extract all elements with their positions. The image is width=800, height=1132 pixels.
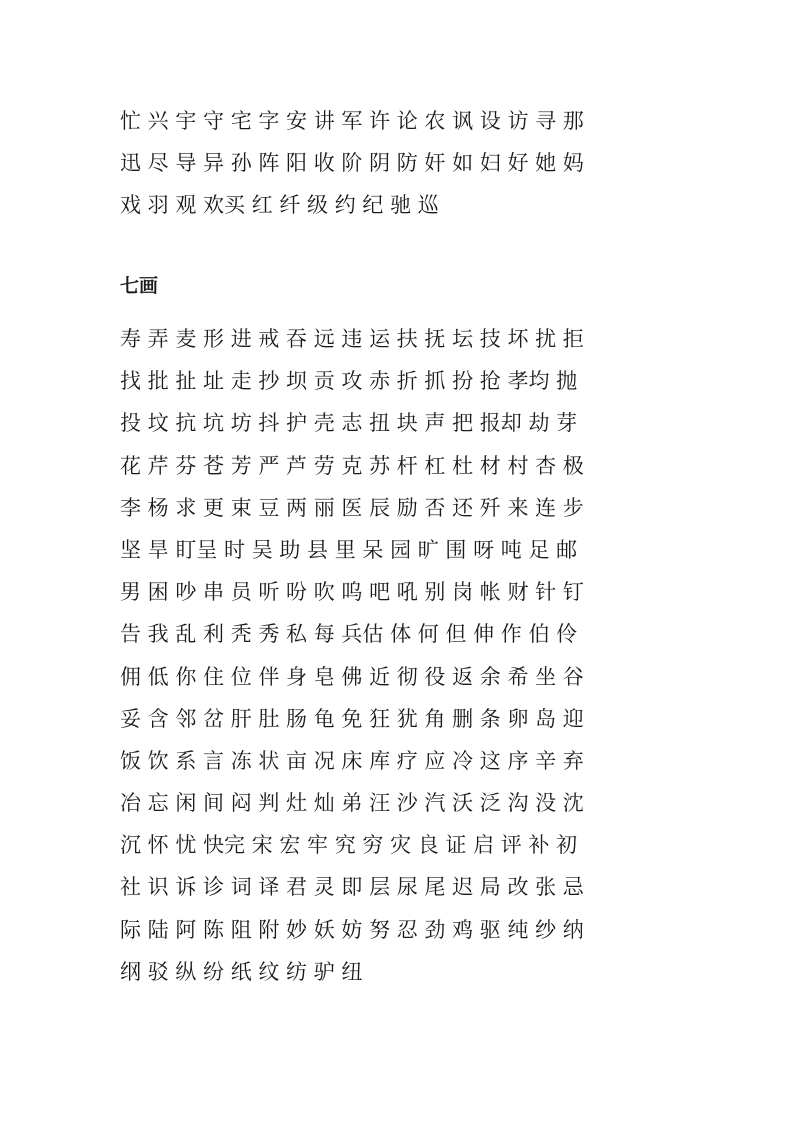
character-line: 社 识 诉 诊 词 译 君 灵 即 层 尿 尾 迟 局 改 张 忌 — [120, 875, 584, 900]
character-line: 戏 羽 观 欢买 红 纤 级 约 纪 驰 巡 — [120, 193, 439, 218]
character-line: 投 坟 抗 坑 坊 抖 护 壳 志 扭 块 声 把 报却 劫 芽 — [120, 411, 578, 436]
character-line: 找 批 扯 址 走 抄 坝 贡 攻 赤 折 抓 扮 抢 孝均 抛 — [120, 369, 578, 394]
character-line: 佣 低 你 住 位 伴 身 皂 佛 近 彻 役 返 余 希 坐 谷 — [120, 664, 584, 689]
character-line: 花 芹 芬 苍 芳 严 芦 劳 克 苏 杆 杠 杜 材 村 杏 极 — [120, 453, 584, 478]
character-line: 沉 怀 忧 快完 宋 宏 牢 究 穷 灾 良 证 启 评 补 初 — [120, 833, 578, 858]
character-line: 男 困 吵 串 员 听 吩 吹 呜 吧 吼 别 岗 帐 财 针 钉 — [120, 580, 584, 605]
character-line: 冶 忘 闲 间 闷 判 灶 灿 弟 汪 沙 汽 沃 泛 沟 没 沈 — [120, 791, 584, 816]
character-list-seven-strokes — [120, 318, 700, 993]
character-line: 忙 兴 宇 守 宅 字 安 讲 军 许 论 农 讽 设 访 寻 那 — [120, 109, 584, 133]
character-line: 李 杨 求 更 束 豆 两 丽 医 辰 励 否 还 歼 来 连 步 — [120, 495, 584, 520]
character-line: 妥 含 邻 岔 肝 肚 肠 龟 免 狂 犹 角 删 条 卵 岛 迎 — [120, 706, 584, 731]
section-heading-seven-strokes: 七画 — [120, 275, 159, 297]
character-line: 迅 尽 导 异 孙 阵 阳 收 阶 阴 防 奸 如 妇 好 她 妈 — [120, 151, 584, 176]
character-list-top — [120, 100, 700, 227]
character-line: 寿 弄 麦 形 进 戒 吞 远 违 运 扶 抚 坛 技 坏 扰 拒 — [120, 327, 584, 351]
character-line: 际 陆 阿 陈 阻 附 妙 妖 妨 努 忍 劲 鸡 驱 纯 纱 纳 — [120, 917, 584, 942]
character-line: 饭 饮 系 言 冻 状 亩 况 床 库 疗 应 冷 这 序 辛 弃 — [120, 748, 584, 773]
character-line: 告 我 乱 利 秃 秀 私 每 兵估 体 何 但 伸 作 伯 伶 — [120, 622, 578, 647]
character-line: 坚 旱 盯呈 时 吴 助 县 里 呆 园 旷 围 呀 吨 足 邮 — [120, 537, 578, 562]
character-line: 纲 驳 纵 纷 纸 纹 纺 驴 纽 — [120, 959, 363, 984]
